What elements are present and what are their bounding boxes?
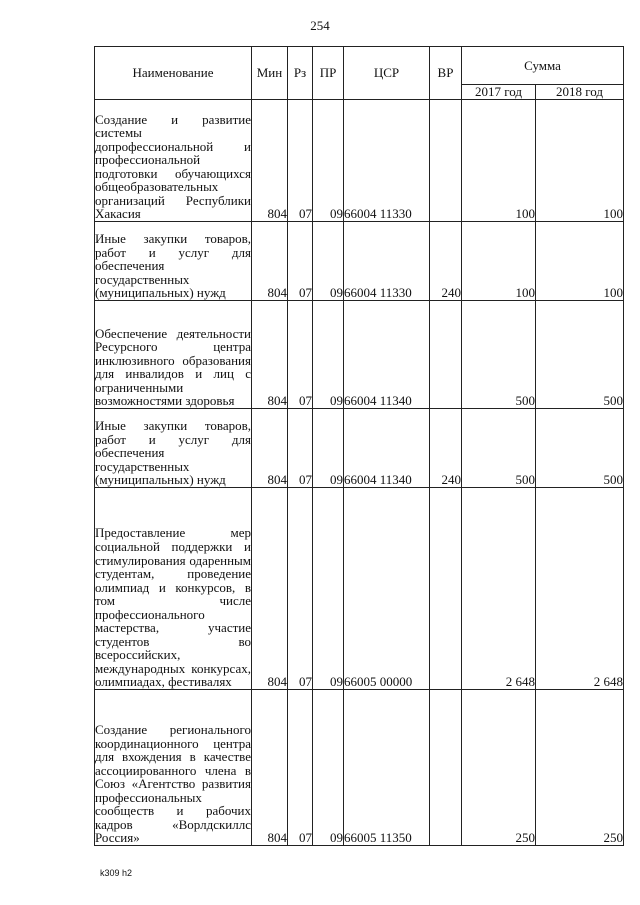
table-row — [95, 100, 624, 222]
row-csr: 66004 11330 — [344, 100, 430, 222]
row-min: 804 — [252, 690, 288, 846]
row-pr: 09 — [313, 690, 344, 846]
row-rz: 07 — [288, 409, 313, 488]
row-pr: 09 — [313, 100, 344, 222]
row-rz: 07 — [288, 222, 313, 301]
row-rz: 07 — [288, 488, 313, 690]
header-min: Мин — [252, 47, 288, 100]
row-2018: 2 648 — [536, 488, 624, 690]
row-2017: 250 — [462, 690, 536, 846]
row-csr: 66004 11340 — [344, 301, 430, 409]
row-min: 804 — [252, 301, 288, 409]
header-pr: ПР — [313, 47, 344, 100]
row-vr — [430, 301, 462, 409]
row-rz: 07 — [288, 690, 313, 846]
row-2017: 100 — [462, 222, 536, 301]
row-min: 804 — [252, 100, 288, 222]
row-csr: 66005 11350 — [344, 690, 430, 846]
header-sum: Сумма — [462, 47, 624, 85]
row-pr: 09 — [313, 488, 344, 690]
row-rz: 07 — [288, 301, 313, 409]
row-vr — [430, 488, 462, 690]
row-2018: 500 — [536, 409, 624, 488]
row-rz: 07 — [288, 100, 313, 222]
row-pr: 09 — [313, 301, 344, 409]
row-min: 804 — [252, 222, 288, 301]
row-2017: 2 648 — [462, 488, 536, 690]
row-min: 804 — [252, 409, 288, 488]
table-row — [95, 301, 624, 409]
row-name: Создание регионального координационного центра для вхождения в качестве ассоциированного члена в Союз «Агентство развития профессиональных сообществ и рабочих кадров «Ворлдскиллс Россия» — [95, 690, 252, 846]
header-year-2018: 2018 год — [536, 85, 624, 100]
row-csr: 66004 11330 — [344, 222, 430, 301]
header-name: Наименование — [95, 47, 252, 100]
row-2017: 100 — [462, 100, 536, 222]
row-vr: 240 — [430, 409, 462, 488]
row-name: Создание и развитие системы допрофессиональной и профессиональной подготовки обучающихся общеобразовательных организаций Республики Хакасия — [95, 100, 252, 222]
row-2018: 500 — [536, 301, 624, 409]
row-2017: 500 — [462, 409, 536, 488]
row-pr: 09 — [313, 222, 344, 301]
row-pr: 09 — [313, 409, 344, 488]
row-name: Предоставление мер социальной поддержки и стимулирования одаренным студентам, проведение олимпиад и конкурсов, в том числе профессионального мастерства, участие студентов во всероссийских, международных конкурсах, олимпиадах, фестивалях — [95, 488, 252, 690]
row-name: Иные закупки товаров, работ и услуг для обеспечения государственных (муниципальных) нужд — [95, 409, 252, 488]
page-number: 254 — [310, 18, 330, 33]
budget-table — [94, 46, 624, 846]
row-name: Обеспечение деятельности Ресурсного центра инклюзивного образования для инвалидов и лиц с ограниченными возможностями здоровья — [95, 301, 252, 409]
row-2018: 100 — [536, 100, 624, 222]
table-row — [95, 409, 624, 488]
header-csr: ЦСР — [344, 47, 430, 100]
header-vr: ВР — [430, 47, 462, 100]
table-row — [95, 488, 624, 690]
row-csr: 66005 00000 — [344, 488, 430, 690]
row-2017: 500 — [462, 301, 536, 409]
footer-code: k309 h2 — [100, 868, 133, 878]
header-year-2017: 2017 год — [462, 85, 536, 100]
header-rz: Рз — [288, 47, 313, 100]
row-2018: 100 — [536, 222, 624, 301]
row-vr: 240 — [430, 222, 462, 301]
row-csr: 66004 11340 — [344, 409, 430, 488]
row-vr — [430, 690, 462, 846]
row-min: 804 — [252, 488, 288, 690]
table-row — [95, 222, 624, 301]
table-row — [95, 690, 624, 846]
row-2018: 250 — [536, 690, 624, 846]
row-vr — [430, 100, 462, 222]
row-name: Иные закупки товаров, работ и услуг для обеспечения государственных (муниципальных) нужд — [95, 222, 252, 301]
